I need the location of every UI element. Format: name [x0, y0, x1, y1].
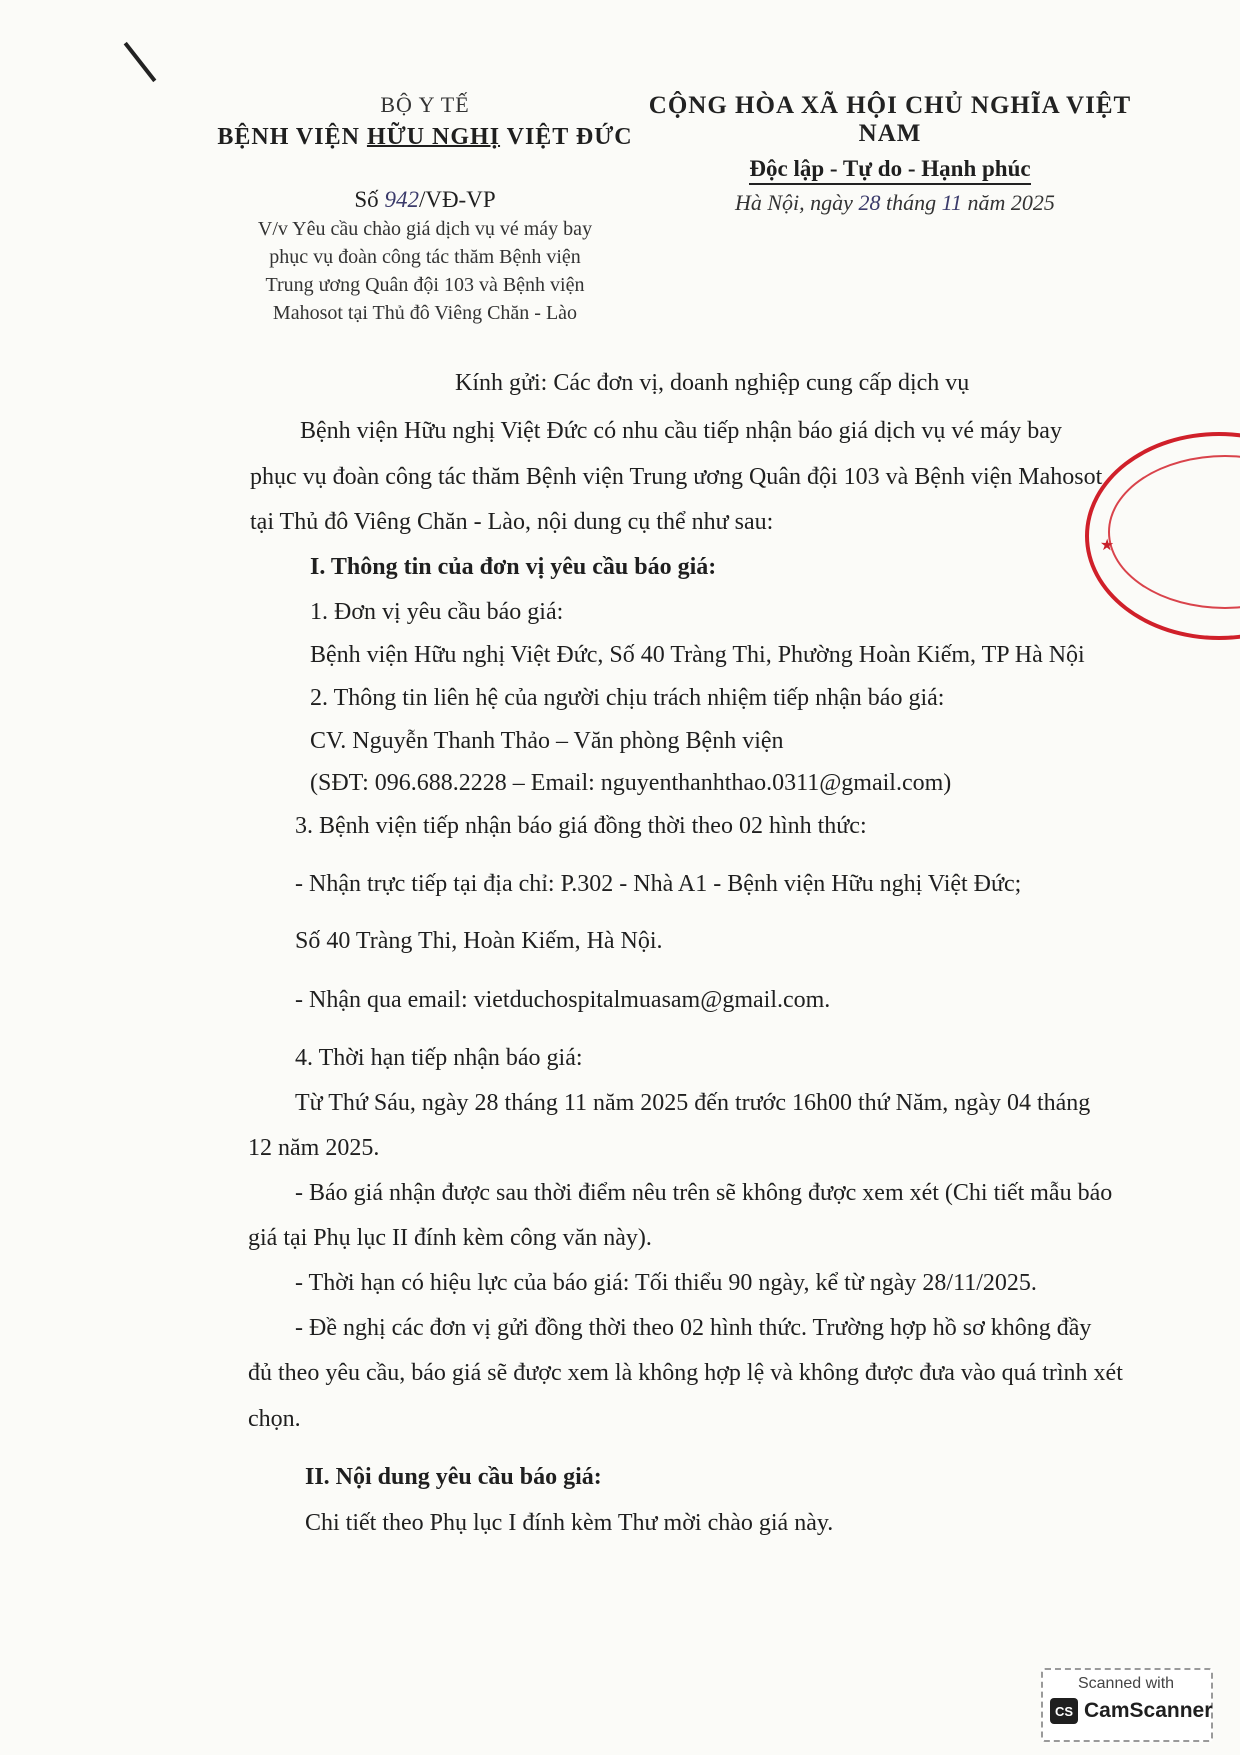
deadline-line: Từ Thứ Sáu, ngày 28 tháng 11 năm 2025 đến trước 16h00 thứ Năm, ngày 04 tháng	[295, 1090, 1091, 1116]
contact-details: (SĐT: 096.688.2228 – Email: nguyenthanhthao.0311@gmail.com)	[310, 770, 952, 796]
greeting: Kính gửi: Các đơn vị, doanh nghiệp cung cấp dịch vụ	[455, 370, 970, 396]
subject-line: Trung ương Quân đội 103 và Bệnh viện	[265, 274, 585, 296]
hospital-name: BỆNH VIỆN HỮU NGHỊ VIỆT ĐỨC	[217, 124, 633, 150]
deadline-line: 12 năm 2025.	[248, 1135, 380, 1161]
national-header	[630, 92, 1150, 182]
late-submission-note: - Báo giá nhận được sau thời điểm nêu trên sẽ không được xem xét (Chi tiết mẫu báo	[295, 1180, 1113, 1206]
intro-line: tại Thủ đô Viêng Chăn - Lào, nội dung cụ thể như sau:	[250, 509, 774, 535]
watermark-caption: Scanned with	[1077, 1675, 1175, 1692]
item-4-title: 4. Thời hạn tiếp nhận báo giá:	[295, 1045, 583, 1071]
contact-person: CV. Nguyễn Thanh Thảo – Văn phòng Bệnh viện	[310, 728, 784, 754]
submission-requirement: - Đề nghị các đơn vị gửi đồng thời theo 02 hình thức. Trường hợp hồ sơ không đầy	[295, 1315, 1092, 1341]
watermark-brand-name: CamScanner	[1084, 1699, 1213, 1722]
document-subject	[215, 215, 635, 327]
national-motto: Độc lập - Tự do - Hạnh phúc	[630, 156, 1150, 182]
ministry-name: BỘ Y TẾ	[380, 92, 470, 117]
intro-line: Bệnh viện Hữu nghị Việt Đức có nhu cầu tiếp nhận báo giá dịch vụ vé máy bay	[300, 418, 1062, 444]
subject-line: phục vụ đoàn công tác thăm Bệnh viện	[269, 246, 581, 268]
item-2-title: 2. Thông tin liên hệ của người chịu trách nhiệm tiếp nhận báo giá:	[310, 685, 945, 711]
submission-requirement: đủ theo yêu cầu, báo giá sẽ được xem là không hợp lệ và không được đưa vào quá trình xét	[248, 1360, 1123, 1386]
pen-mark	[124, 42, 157, 82]
camscanner-logo-icon: CS	[1050, 1698, 1078, 1724]
intro-line: phục vụ đoàn công tác thăm Bệnh viện Trung ương Quân đội 103 và Bệnh viện Mahosot	[250, 464, 1103, 490]
item-1-value: Bệnh viện Hữu nghị Việt Đức, Số 40 Tràng Thi, Phường Hoàn Kiếm, TP Hà Nội	[310, 642, 1085, 668]
submission-requirement: chọn.	[248, 1406, 301, 1432]
document-number: Số 942/VĐ-VP	[354, 187, 496, 212]
place-and-date: Hà Nội, ngày 28 tháng 11 năm 2025	[735, 190, 1055, 215]
email-submission: - Nhận qua email: vietduchospitalmuasam@gmail.com.	[295, 987, 831, 1013]
subject-line: Mahosot tại Thủ đô Viêng Chăn - Lào	[272, 302, 578, 324]
validity-note: - Thời hạn có hiệu lực của báo giá: Tối thiểu 90 ngày, kể từ ngày 28/11/2025.	[295, 1270, 1037, 1296]
section-2-detail: Chi tiết theo Phụ lục I đính kèm Thư mời chào giá này.	[305, 1510, 834, 1536]
item-1-title: 1. Đơn vị yêu cầu báo giá:	[310, 599, 564, 625]
late-submission-note: giá tại Phụ lục II đính kèm công văn này).	[248, 1225, 652, 1251]
stamp-star-icon: ★	[1097, 535, 1119, 555]
section-1-heading: I. Thông tin của đơn vị yêu cầu báo giá:	[310, 554, 717, 580]
submission-address: Số 40 Tràng Thi, Hoàn Kiếm, Hà Nội.	[295, 928, 663, 954]
subject-line: V/v Yêu cầu chào giá dịch vụ vé máy bay	[257, 218, 593, 240]
item-3-title: 3. Bệnh viện tiếp nhận báo giá đồng thời theo 02 hình thức:	[295, 813, 867, 839]
republic-title: CỘNG HÒA XÃ HỘI CHỦ NGHĨA VIỆT NAM	[648, 92, 1132, 147]
direct-submission: - Nhận trực tiếp tại địa chỉ: P.302 - Nhà A1 - Bệnh viện Hữu nghị Việt Đức;	[295, 871, 1022, 897]
watermark-brand	[1050, 1698, 1212, 1724]
issuer-header	[215, 92, 635, 151]
section-2-heading: II. Nội dung yêu cầu báo giá:	[305, 1464, 602, 1490]
